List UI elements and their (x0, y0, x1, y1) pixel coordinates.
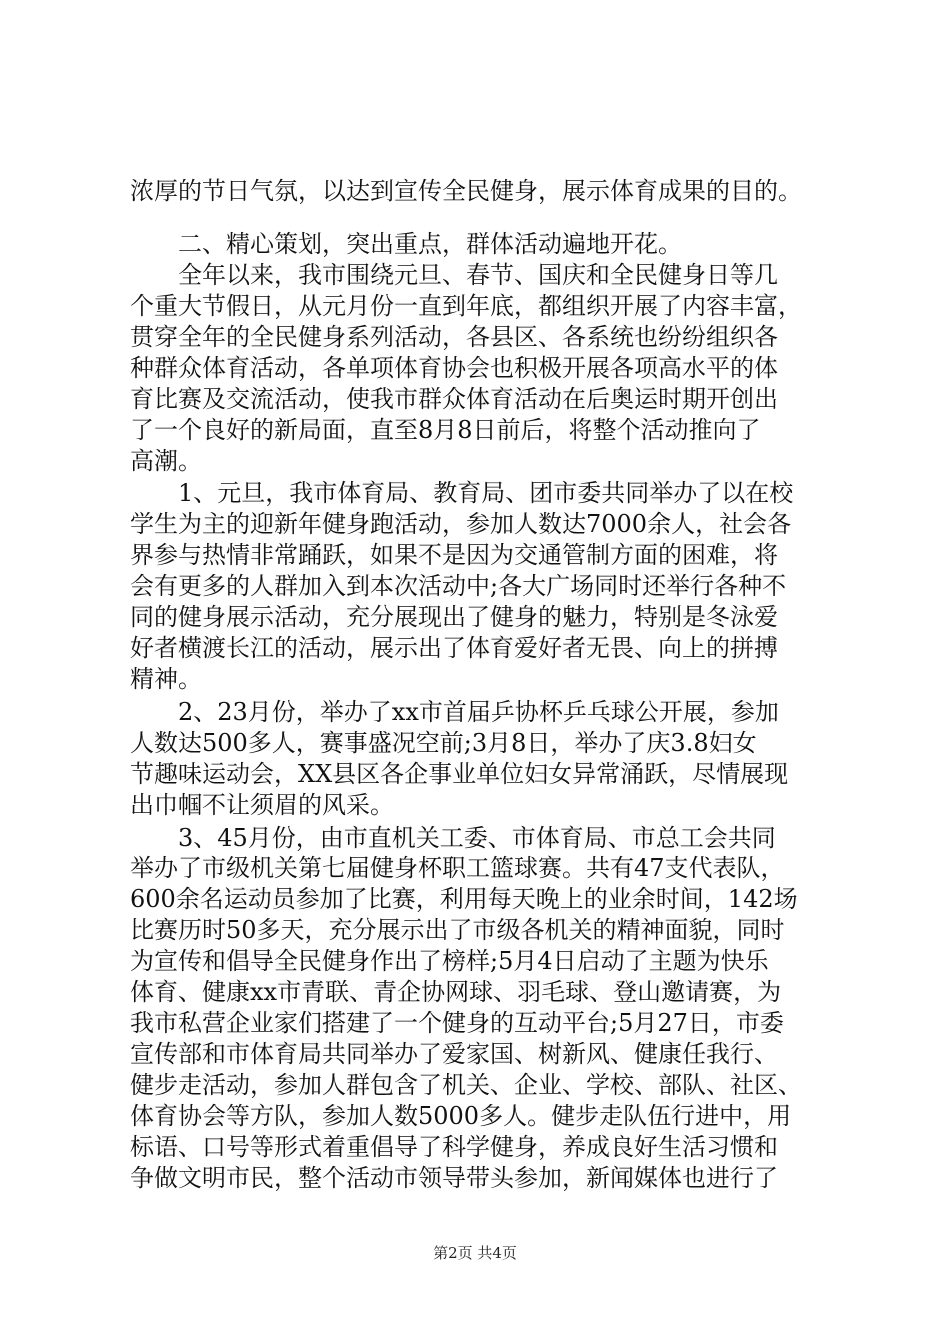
text-line: 同的健身展示活动，充分展现出了健身的魅力，特别是冬泳爱 (130, 603, 778, 631)
text-line: 我市私营企业家们搭建了一个健身的互动平台;5月27日，市委 (130, 1009, 784, 1037)
text-line: 人数达500多人，赛事盛况空前;3月8日，举办了庆3.8妇女 (130, 729, 757, 757)
text-line: 育比赛及交流活动，使我市群众体育活动在后奥运时期开创出 (130, 385, 778, 413)
section-heading: 二、精心策划，突出重点，群体活动遍地开花。 (178, 230, 682, 258)
text-line: 为宣传和倡导全民健身作出了榜样;5月4日启动了主题为快乐 (130, 947, 769, 975)
text-line: 高潮。 (130, 447, 202, 475)
text-line: 争做文明市民，整个活动市领导带头参加，新闻媒体也进行了 (130, 1164, 778, 1192)
text-line: 举办了市级机关第七届健身杯职工篮球赛。共有47支代表队， (130, 854, 785, 882)
text-line: 600余名运动员参加了比赛，利用每天晚上的业余时间，142场 (130, 885, 798, 913)
text-line: 会有更多的人群加入到本次活动中;各大广场同时还举行各种不 (130, 572, 787, 600)
text-line: 好者横渡长江的活动，展示出了体育爱好者无畏、向上的拼搏 (130, 634, 778, 662)
text-line: 体育、健康xx市青联、青企协网球、羽毛球、登山邀请赛，为 (130, 978, 782, 1006)
text-line: 3、45月份，由市直机关工委、市体育局、市总工会共同 (178, 824, 776, 852)
text-line: 标语、口号等形式着重倡导了科学健身，养成良好生活习惯和 (130, 1133, 778, 1161)
text-line: 健步走活动，参加人群包含了机关、企业、学校、部队、社区、 (130, 1071, 802, 1099)
text-line: 浓厚的节日气氛，以达到宣传全民健身，展示体育成果的目的。 (130, 177, 802, 205)
text-line: 全年以来，我市围绕元旦、春节、国庆和全民健身日等几 (178, 261, 778, 289)
text-line: 贯穿全年的全民健身系列活动，各县区、各系统也纷纷组织各 (130, 323, 778, 351)
text-line: 个重大节假日，从元月份一直到年底，都组织开展了内容丰富， (130, 292, 802, 320)
text-line: 学生为主的迎新年健身跑活动，参加人数达7000余人，社会各 (130, 510, 792, 538)
text-line: 出巾帼不让须眉的风采。 (130, 791, 394, 819)
text-line: 1、元旦，我市体育局、教育局、团市委共同举办了以在校 (178, 479, 794, 507)
text-line: 体育协会等方队，参加人数5000多人。健步走队伍行进中，用 (130, 1102, 792, 1130)
text-line: 精神。 (130, 665, 202, 693)
text-line: 节趣味运动会，XX县区各企事业单位妇女异常涌跃，尽情展现 (130, 760, 789, 788)
page-number-footer: 第2页 共4页 (433, 1244, 517, 1262)
text-line: 界参与热情非常踊跃，如果不是因为交通管制方面的困难，将 (130, 541, 778, 569)
text-line: 宣传部和市体育局共同举办了爱家国、树新风、健康任我行、 (130, 1040, 778, 1068)
text-line: 了一个良好的新局面，直至8月8日前后，将整个活动推向了 (130, 416, 761, 444)
text-line: 2、23月份，举办了xx市首届乒协杯乒乓球公开展，参加 (178, 698, 779, 726)
text-line: 比赛历时50多天，充分展示出了市级各机关的精神面貌，同时 (130, 916, 785, 944)
text-line: 种群众体育活动，各单项体育协会也积极开展各项高水平的体 (130, 354, 778, 382)
